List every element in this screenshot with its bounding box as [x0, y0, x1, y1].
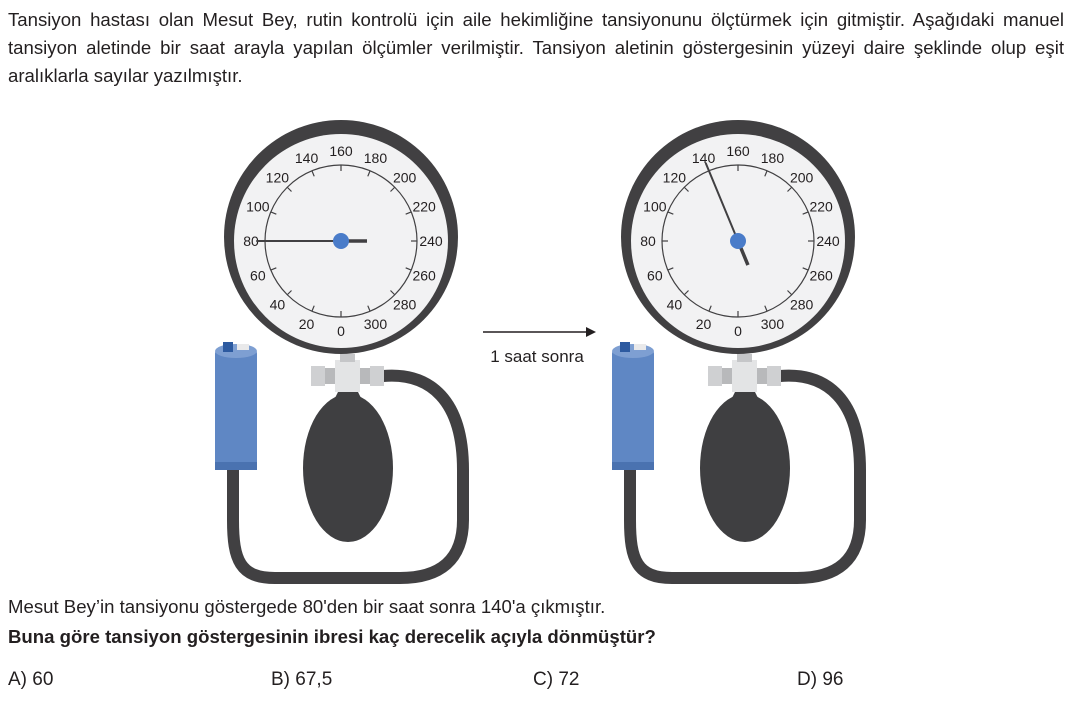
question-prompt: Buna göre tansiyon göstergesinin ibresi kaç derecelik açıyla dönmüştür?	[8, 626, 656, 647]
gauge-before	[224, 120, 458, 354]
choice-letter: A)	[8, 669, 27, 690]
inflation-bulb	[700, 392, 790, 542]
dial-label: 300	[363, 316, 388, 333]
dial-label: 160	[726, 143, 750, 159]
valve-connector	[311, 354, 384, 392]
dial-label: 240	[816, 233, 840, 249]
dial-label: 80	[640, 233, 656, 249]
dial-label: 40	[269, 296, 286, 313]
choice-letter: D)	[797, 669, 818, 690]
dial-label: 280	[392, 296, 417, 313]
arrow-caption: 1 saat sonra	[490, 347, 584, 366]
needle-hub	[730, 233, 746, 249]
valve-connector	[708, 354, 781, 392]
dial-label: 220	[809, 198, 833, 215]
dial-label: 220	[412, 198, 436, 215]
choice-text: 96	[822, 669, 844, 690]
dial-label: 280	[789, 296, 814, 313]
dial-label: 160	[329, 143, 353, 159]
dial-label: 240	[419, 233, 443, 249]
sphygmomanometer-after	[612, 120, 860, 578]
dial-label: 80	[243, 233, 259, 249]
choice-text: 60	[32, 669, 54, 690]
dial-label: 120	[662, 169, 687, 186]
dial-label: 60	[250, 267, 266, 284]
choice-text: 67,5	[295, 669, 333, 690]
reservoir-bottle	[215, 342, 257, 470]
dial-label: 0	[337, 323, 345, 339]
dial-label: 100	[246, 198, 270, 215]
dial-label: 260	[809, 267, 833, 284]
dial-label: 100	[643, 198, 667, 215]
dial-label: 140	[294, 149, 319, 166]
inflation-bulb	[303, 392, 393, 542]
dial-label: 260	[412, 267, 436, 284]
dial-label: 0	[734, 323, 742, 339]
dial-label: 200	[392, 169, 417, 186]
choice-letter: C)	[533, 669, 554, 690]
needle-hub	[333, 233, 349, 249]
question-intro: Tansiyon hastası olan Mesut Bey, rutin kontrolü için aile hekimliğine tansiyonunu ölçtürmek için gitmiştir. Aşağıdaki manuel tansiyon aletinde bir saat arayla yapılan ölçümler verilmiştir. Tansiyon aletinin göstergesinin yüzeyi daire şeklinde olup eşit aralıklarla sayılar yazılmıştır.	[8, 9, 1064, 86]
choice-letter: B)	[271, 669, 290, 690]
dial-label: 20	[298, 316, 315, 333]
dial-label: 180	[363, 149, 388, 166]
choice-d[interactable]	[797, 667, 843, 693]
time-arrow	[483, 327, 596, 366]
choice-b[interactable]	[271, 667, 332, 693]
choice-a[interactable]	[8, 667, 53, 693]
reservoir-bottle	[612, 342, 654, 470]
dial-label: 60	[647, 267, 663, 284]
dial-label: 140	[691, 149, 716, 166]
choice-text: 72	[558, 669, 580, 690]
dial-label: 20	[695, 316, 712, 333]
sphygmomanometer-before	[215, 120, 463, 578]
dial-label: 120	[265, 169, 290, 186]
dial-label: 180	[760, 149, 785, 166]
question-info: Mesut Bey’in tansiyonu göstergede 80'den bir saat sonra 140'a çıkmıştır.	[8, 596, 606, 617]
dial-label: 40	[666, 296, 683, 313]
dial-label: 200	[789, 169, 814, 186]
dial-label: 300	[760, 316, 785, 333]
choice-c[interactable]	[533, 667, 579, 693]
gauge-after	[621, 120, 855, 354]
